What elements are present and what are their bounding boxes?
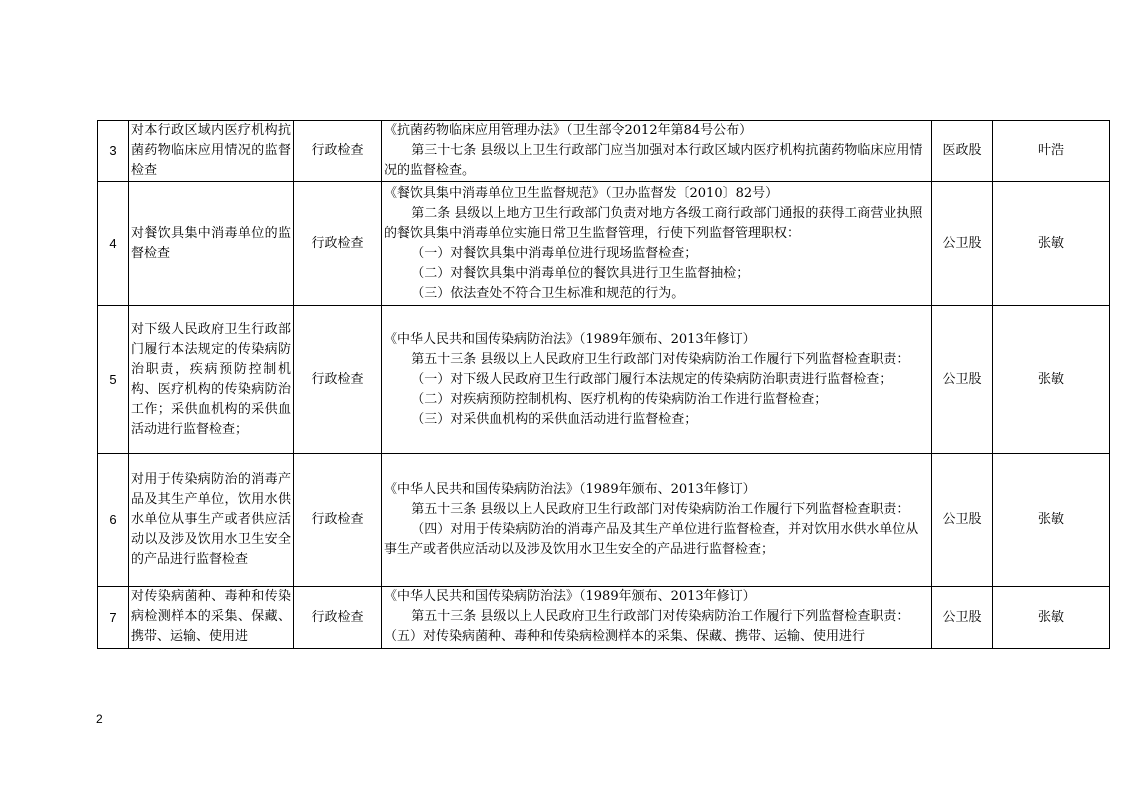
inspection-item: 对本行政区域内医疗机构抗菌药物临床应用情况的监督检查: [129, 121, 294, 182]
legal-basis: [382, 121, 932, 182]
department: 公卫股: [932, 306, 993, 454]
basis-line: （三）对采供血机构的采供血活动进行监督检查；: [411, 411, 698, 427]
inspection-item: 对用于传染病防治的消毒产品及其生产单位，饮用水供水单位从事生产或者供应活动以及涉及饮用水卫生安全的产品进行监督检查: [129, 454, 294, 587]
basis-line: （三）依法查处不符合卫生标准和规范的行为。: [411, 285, 685, 301]
basis-line: （二）对餐饮具集中消毒单位的餐饮具进行卫生监督抽检；: [411, 265, 750, 281]
basis-line: 第二条 县级以上地方卫生行政部门负责对地方各级工商行政部门通报的获得工商营业执照的餐饮具集中消毒单位实施日常卫生监督管理，行使下列监督管理职权：: [384, 205, 923, 241]
legal-basis: [382, 306, 932, 454]
inspection-item: 对餐饮具集中消毒单位的监督检查: [129, 182, 294, 306]
basis-line: 《中华人民共和国传染病防治法》（1989年颁布、2013年修订）: [384, 589, 756, 604]
inspection-type: 行政检查: [294, 121, 382, 182]
responsible-person: 张敏: [993, 182, 1110, 306]
legal-basis: [382, 454, 932, 587]
inspection-type: 行政检查: [294, 454, 382, 587]
row-number: 4: [98, 182, 129, 306]
inspection-item: 对下级人民政府卫生行政部门履行本法规定的传染病防治职责，疾病预防控制机构、医疗机构的传染病防治工作；采供血机构的采供血活动进行监督检查；: [129, 306, 294, 454]
basis-line: 《中华人民共和国传染病防治法》（1989年颁布、2013年修订）: [384, 482, 756, 497]
basis-line: 《中华人民共和国传染病防治法》（1989年颁布、2013年修订）: [384, 331, 756, 347]
table-row: [98, 306, 1110, 454]
basis-line: 《餐饮具集中消毒单位卫生监督规范》（卫办监督发〔2010〕82号）: [384, 185, 779, 201]
row-number: 7: [98, 587, 129, 649]
basis-line: 《抗菌药物临床应用管理办法》（卫生部令2012年第84号公布）: [384, 123, 753, 138]
responsible-person: 张敏: [993, 587, 1110, 649]
basis-line: 第五十三条 县级以上人民政府卫生行政部门对传染病防治工作履行下列监督检查职责：: [411, 502, 910, 517]
department: 公卫股: [932, 587, 993, 649]
basis-line: 第五十三条 县级以上人民政府卫生行政部门对传染病防治工作履行下列监督检查职责：（五）对传染病菌种、毒种和传染病检测样本的采集、保藏、携带、运输、使用进行: [384, 609, 910, 644]
inspection-item-text: 对传染病菌种、毒种和传染病检测样本的采集、保藏、携带、运输、使用进: [131, 589, 291, 644]
basis-line: （二）对疾病预防控制机构、医疗机构的传染病防治工作进行监督检查；: [411, 391, 828, 407]
responsible-person: 张敏: [993, 306, 1110, 454]
inspection-type: 行政检查: [294, 182, 382, 306]
basis-line: （一）对餐饮具集中消毒单位进行现场监督检查；: [411, 245, 698, 261]
legal-basis: [382, 587, 932, 649]
department: 公卫股: [932, 454, 993, 587]
responsible-person: 叶浩: [993, 121, 1110, 182]
enforcement-table: [97, 120, 1110, 649]
row-number: 6: [98, 454, 129, 587]
row-number: 3: [98, 121, 129, 182]
department: 公卫股: [932, 182, 993, 306]
table-row: [98, 454, 1110, 587]
table-row: [98, 182, 1110, 306]
responsible-person: 张敏: [993, 454, 1110, 587]
inspection-type: 行政检查: [294, 587, 382, 649]
basis-line: 第五十三条 县级以上人民政府卫生行政部门对传染病防治工作履行下列监督检查职责：: [411, 351, 910, 367]
row-number: 5: [98, 306, 129, 454]
department: 医政股: [932, 121, 993, 182]
inspection-type: 行政检查: [294, 306, 382, 454]
table-row: [98, 587, 1110, 649]
legal-basis-text: [384, 587, 929, 647]
basis-line: （四）对用于传染病防治的消毒产品及其生产单位进行监督检查，并对饮用水供水单位从事生产或者供应活动以及涉及饮用水卫生安全的产品进行监督检查；: [384, 522, 919, 557]
inspection-item: [129, 587, 294, 649]
page-number: 2: [96, 712, 103, 726]
legal-basis: [382, 182, 932, 306]
basis-line: （一）对下级人民政府卫生行政部门履行本法规定的传染病防治职责进行监督检查；: [411, 371, 893, 387]
basis-line: 第三十七条 县级以上卫生行政部门应当加强对本行政区域内医疗机构抗菌药物临床应用情况的监督检查。: [384, 143, 923, 178]
table-row: [98, 121, 1110, 182]
